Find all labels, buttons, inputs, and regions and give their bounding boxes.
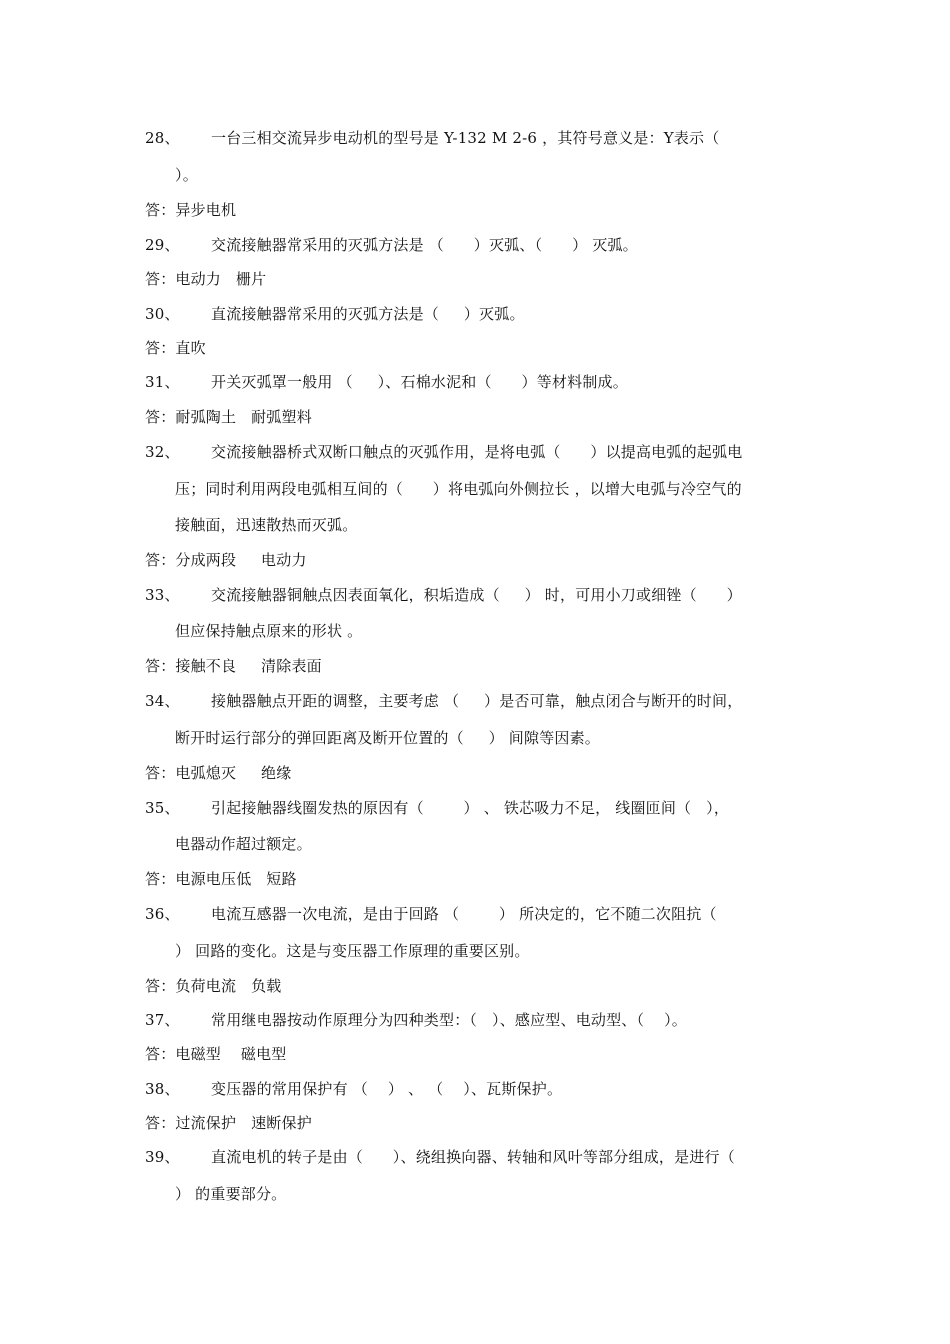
answer-line: 答：电磁型 磁电型 bbox=[145, 1045, 287, 1063]
answer-line: 答：电源电压低 短路 bbox=[145, 870, 297, 888]
answer-line: 答：分成两段 电动力 bbox=[145, 551, 307, 569]
question-number: 36、 bbox=[145, 905, 180, 923]
question-number: 29、 bbox=[145, 236, 180, 254]
question-text: 一台三相交流异步电动机的型号是 Y-132 M 2-6 ，其符号意义是：Y表示（ bbox=[211, 129, 720, 147]
answer-line: 答：过流保护 速断保护 bbox=[145, 1114, 312, 1132]
question-number: 39、 bbox=[145, 1148, 180, 1166]
question-continuation: 电器动作超过额定。 bbox=[175, 835, 312, 853]
question-continuation: 但应保持触点原来的形状 。 bbox=[175, 622, 363, 640]
question-number: 30、 bbox=[145, 305, 180, 323]
question-continuation: ） 回路的变化。这是与变压器工作原理的重要区别。 bbox=[175, 942, 530, 960]
question-text: 交流接触器常采用的灭弧方法是 （ ）灭弧、（ ） 灭弧。 bbox=[211, 236, 638, 254]
answer-line: 答：耐弧陶土 耐弧塑料 bbox=[145, 408, 312, 426]
question-number: 35、 bbox=[145, 799, 180, 817]
question-line bbox=[145, 583, 742, 607]
question-text: 接触器触点开距的调整，主要考虑 （ ）是否可靠，触点闭合与断开的时间， bbox=[211, 692, 743, 710]
question-text: 直流电机的转子是由（ ）、绕组换向器、转轴和风叶等部分组成，是进行（ bbox=[211, 1148, 735, 1166]
question-line bbox=[145, 1008, 687, 1032]
question-text: 开关灭弧罩一般用 （ ）、石棉水泥和（ ）等材料制成。 bbox=[211, 373, 628, 391]
question-continuation: 断开时运行部分的弹回距离及断开位置的（ ） 间隙等因素。 bbox=[175, 729, 601, 747]
answer-line: 答：接触不良 清除表面 bbox=[145, 657, 322, 675]
question-line bbox=[145, 1077, 562, 1101]
question-number: 31、 bbox=[145, 373, 180, 391]
question-line bbox=[145, 440, 742, 464]
question-text: 交流接触器铜触点因表面氧化，积垢造成（ ） 时，可用小刀或细锉（ ） bbox=[211, 586, 742, 604]
question-text: 常用继电器按动作原理分为四种类型：（ ）、感应型、电动型、（ ）。 bbox=[211, 1011, 687, 1029]
question-text: 直流接触器常采用的灭弧方法是（ ）灭弧。 bbox=[211, 305, 525, 323]
question-line bbox=[145, 689, 742, 713]
question-number: 28、 bbox=[145, 129, 180, 147]
question-text: 交流接触器桥式双断口触点的灭弧作用，是将电弧（ ）以提高电弧的起弧电 bbox=[211, 443, 743, 461]
question-continuation: ）。 bbox=[175, 166, 198, 184]
question-number: 32、 bbox=[145, 443, 180, 461]
question-line bbox=[145, 902, 717, 926]
question-text: 变压器的常用保护有 （ ） 、 （ ）、瓦斯保护。 bbox=[211, 1080, 563, 1098]
answer-line: 答：直吹 bbox=[145, 339, 206, 357]
question-line bbox=[145, 233, 638, 257]
question-number: 33、 bbox=[145, 586, 180, 604]
question-line bbox=[145, 370, 628, 394]
answer-line: 答：负荷电流 负载 bbox=[145, 977, 282, 995]
question-continuation: 压；同时利用两段电弧相互间的（ ）将电弧向外侧拉长 ，以增大电弧与冷空气的 bbox=[175, 480, 742, 498]
question-line bbox=[145, 1145, 735, 1169]
question-number: 34、 bbox=[145, 692, 180, 710]
question-text: 引起接触器线圈发热的原因有（ ） 、 铁芯吸力不足， 线圈匝间（ ）， bbox=[211, 799, 730, 817]
answer-line: 答：异步电机 bbox=[145, 201, 237, 219]
question-number: 38、 bbox=[145, 1080, 180, 1098]
question-continuation: 接触面，迅速散热而灭弧。 bbox=[175, 516, 358, 534]
question-line bbox=[145, 302, 525, 326]
answer-line: 答：电弧熄灭 绝缘 bbox=[145, 764, 292, 782]
question-line bbox=[145, 796, 729, 820]
question-continuation: ） 的重要部分。 bbox=[175, 1185, 287, 1203]
question-number: 37、 bbox=[145, 1011, 180, 1029]
answer-line: 答：电动力 栅片 bbox=[145, 270, 267, 288]
question-text: 电流互感器一次电流，是由于回路 （ ） 所决定的，它不随二次阻抗（ bbox=[211, 905, 717, 923]
question-line bbox=[145, 126, 719, 150]
